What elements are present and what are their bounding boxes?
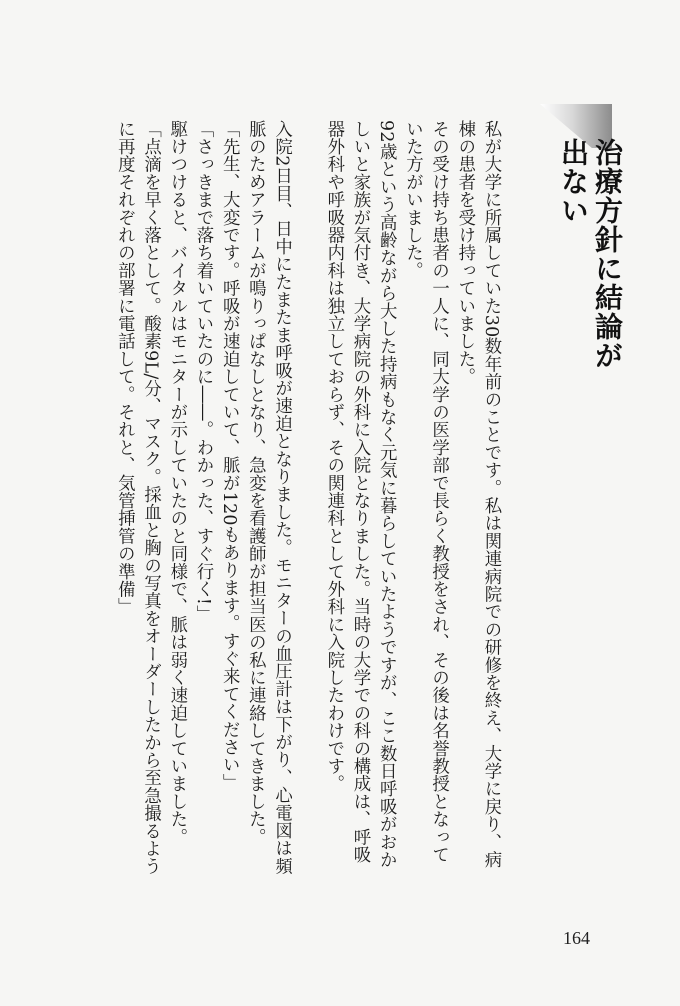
section-heading-block <box>540 104 624 374</box>
paragraph-3-text: 92歳という高齢ながら大した持病もなく元気に暮らしていたようですが、ここ数日呼吸がおかしいと家族が気付き、大学病院の外科に入院となりました。当時の大学での科の構成は、呼吸器外科や呼吸器内科は独立しておらず、その関連科として外科に入院したわけです。 <box>323 120 397 869</box>
paragraph-2-text: その受け持ち患者の一人に、同大学の医学部で長らく教授をされ、その後は名誉教授となっていた方がいました。 <box>402 120 449 864</box>
paragraph-5-text: 駆けつけると、バイタルはモニターが示していたのと同様で、脈は弱く速迫していました。 <box>166 120 187 846</box>
paragraph-gap <box>295 120 321 880</box>
dialogue-3-text: 「点滴を早く落として。酸素9L/分、マスク。採血と胸の写真をオーダーしたから至急撮るように再度それぞれの部署に電話して。それと、気管挿管の準備」 <box>114 120 161 876</box>
body-text <box>111 120 504 880</box>
paragraph-1 <box>452 120 504 880</box>
paragraph-4 <box>242 120 294 880</box>
paragraph-3 <box>321 120 400 880</box>
dialogue-2 <box>190 120 216 880</box>
paragraph-4-text: 入院2日目、日中にたまたま呼吸が速迫となりました。モニターの血圧計は下がり、心電図は頻脈のためアラームが鳴りっぱなしとなり、急変を看護師が担当医の私に連絡してきました。 <box>245 120 292 875</box>
dialogue-1-text: 「先生、大変です。呼吸が速迫していて、脈が120もあります。すぐ来てください」 <box>219 120 240 792</box>
paragraph-1-text: 私が大学に所属していた30数年前のことです。私は関連病院での研修を終え、大学に戻り、病棟の患者を受け持っていました。 <box>454 120 501 869</box>
dialogue-2-text: 「さっきまで落ち着いていたのに――。わかった、すぐ行く!」 <box>192 120 213 623</box>
paragraph-2 <box>399 120 451 880</box>
section-heading: 治療方針に結論が出ない <box>557 138 624 370</box>
paragraph-5 <box>164 120 190 880</box>
dialogue-3 <box>111 120 163 880</box>
dialogue-1 <box>216 120 242 880</box>
page-number: 164 <box>563 928 590 948</box>
